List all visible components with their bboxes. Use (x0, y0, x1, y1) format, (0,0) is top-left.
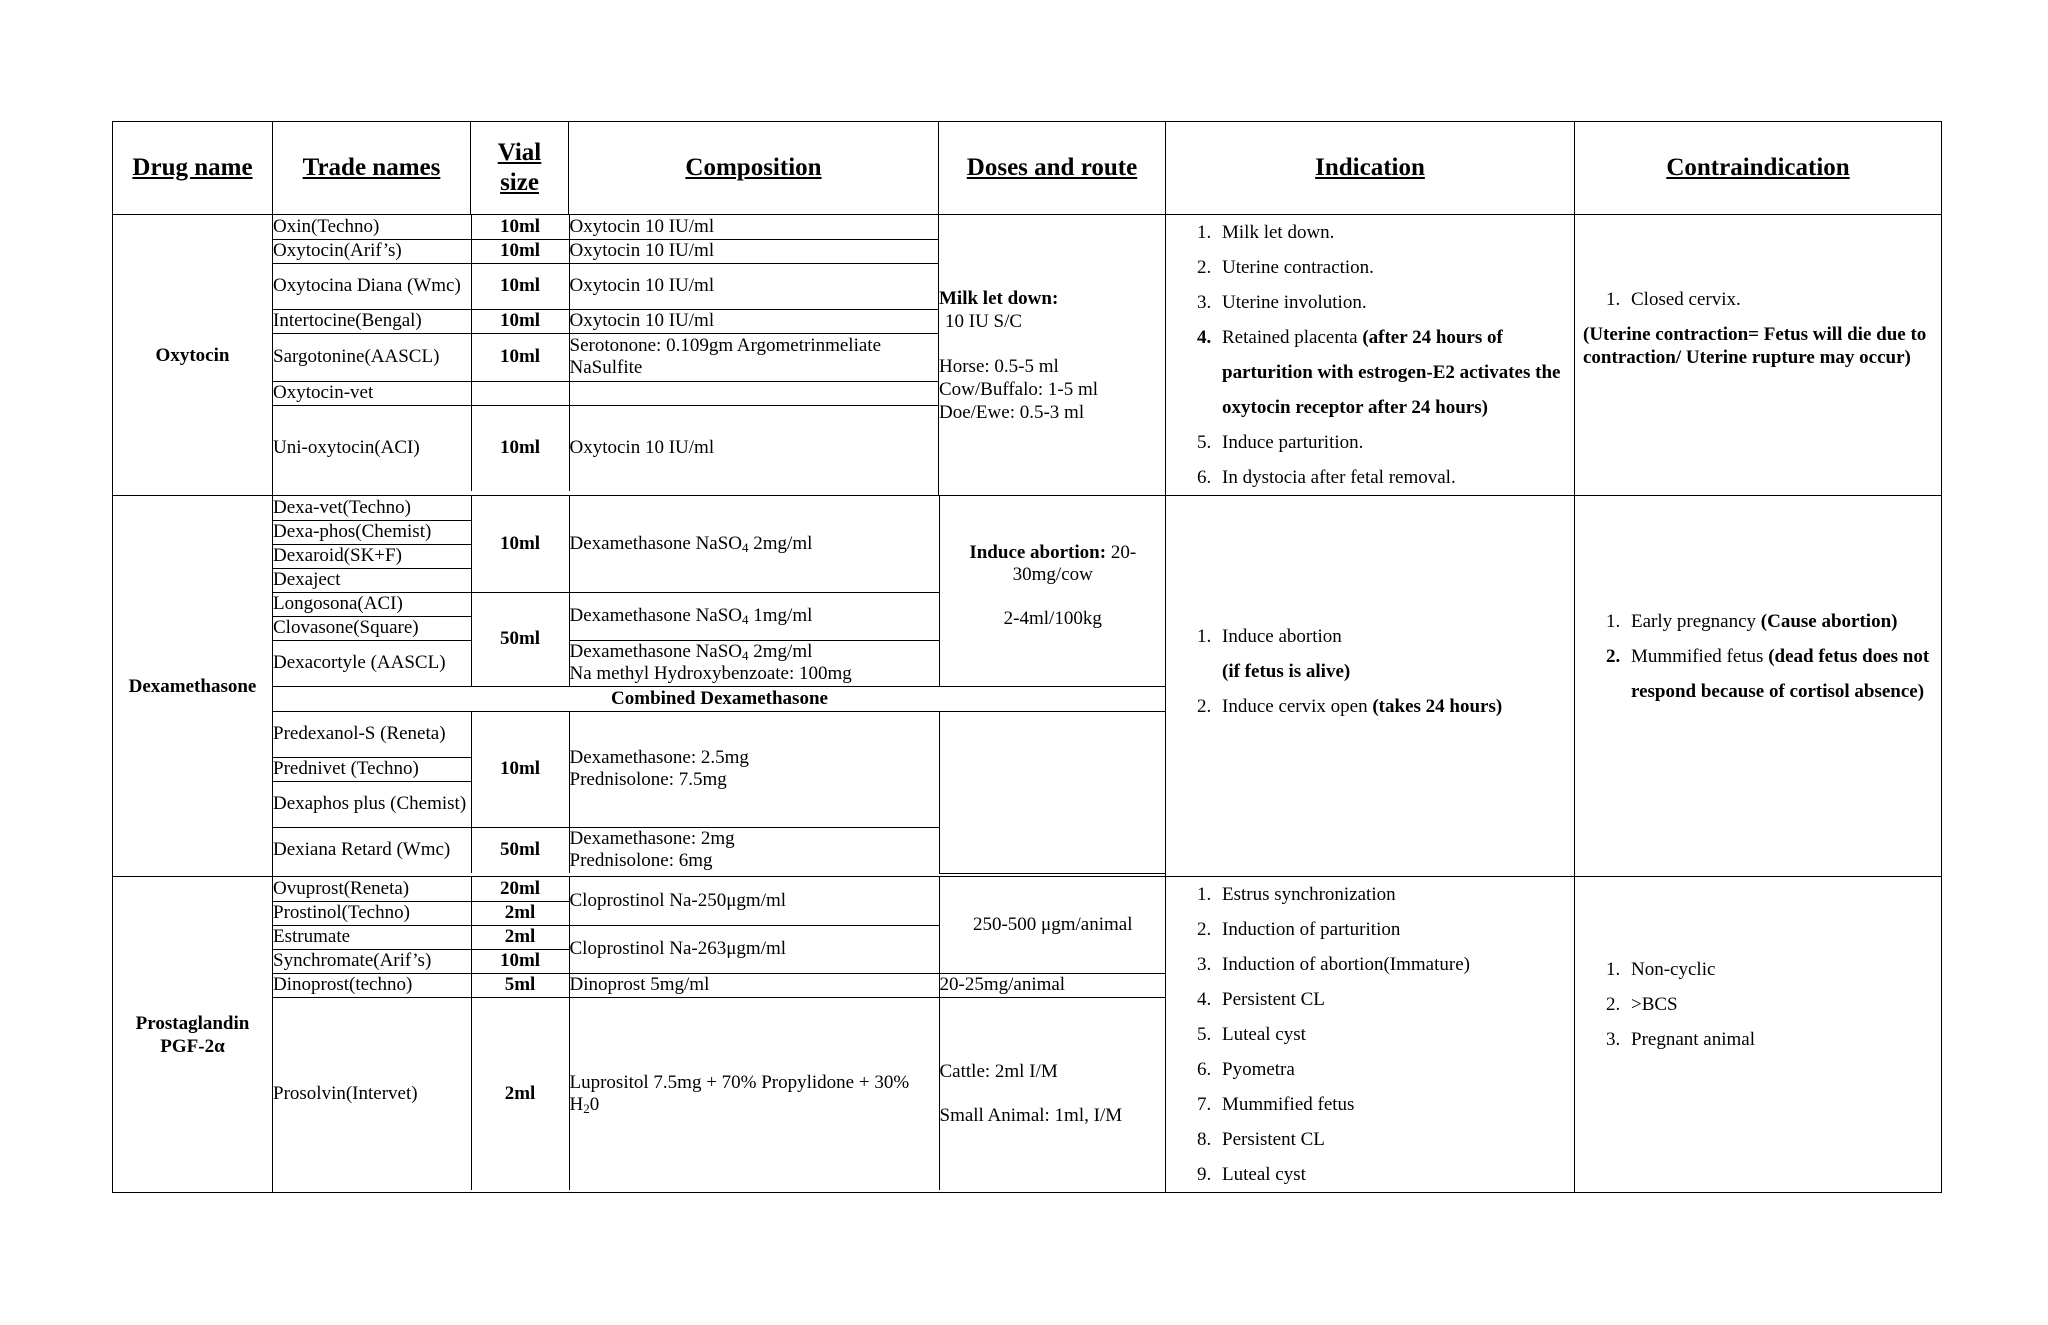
trade-name: Estrumate (273, 925, 471, 949)
vial-size (471, 381, 569, 405)
contraindication-list (1583, 282, 1931, 317)
trade-name: Dexiana Retard (Wmc) (273, 827, 471, 873)
table-row (273, 333, 939, 381)
drug-name-prostaglandin: Prostaglandin PGF-2α (113, 877, 273, 1193)
trade-name: Oxytocin-vet (273, 381, 471, 405)
oxytocin-doses (939, 215, 1166, 496)
dexamethasone-contraindications (1575, 496, 1942, 877)
trade-name: Dexa-phos(Chemist) (273, 520, 471, 544)
list-item: 3. Pregnant animal (1625, 1022, 1941, 1057)
vial-size: 50ml (471, 827, 569, 873)
composition: Dexamethasone: 2mg Prednisolone: 6mg (569, 827, 939, 873)
dose-horse: Horse: 0.5-5 ml (939, 355, 1059, 377)
list-item: 3. Uterine involution. (1216, 285, 1574, 320)
oxytocin-indications (1166, 215, 1575, 496)
table-row (273, 239, 939, 263)
vial-size: 10ml (471, 496, 569, 592)
trade-name: Prednivet (Techno) (273, 757, 471, 781)
trade-name: Intertocine(Bengal) (273, 309, 471, 333)
drug-name-oxytocin: Oxytocin (113, 215, 273, 496)
dose-cow: Cow/Buffalo: 1-5 ml (939, 378, 1099, 400)
list-item: 9. Luteal cyst (1216, 1157, 1574, 1192)
dose: Cattle: 2ml I/M Small Animal: 1ml, I/M (939, 997, 1166, 1190)
header-indication: Indication (1166, 122, 1575, 215)
trade-name: Ovuprost(Reneta) (273, 877, 471, 901)
dexamethasone-indications (1166, 496, 1575, 877)
trade-name: Dexaject (273, 568, 471, 592)
list-item: 2. >BCS (1625, 987, 1941, 1022)
table-row (273, 496, 1166, 520)
dexamethasone-row (113, 496, 1942, 877)
trade-name: Synchromate(Arif’s) (273, 949, 471, 973)
trade-name: Sargotonine(AASCL) (273, 333, 471, 381)
composition: Dexamethasone: 2.5mg Prednisolone: 7.5mg (569, 711, 939, 827)
list-item: 1. Estrus synchronization (1216, 877, 1574, 912)
list-item: 1. Early pregnancy (Cause abortion) (1625, 604, 1931, 639)
contraindication-list (1575, 604, 1941, 709)
composition: Dexamethasone NaSO$_4$ 1mg/ml (569, 592, 939, 640)
header-drug-name: Drug name (113, 122, 273, 215)
combined-row (273, 686, 1166, 711)
trade-name: Oxytocina Diana (Wmc) (273, 263, 471, 309)
combined-dexamethasone-label: Combined Dexamethasone (273, 686, 1166, 711)
list-item: 2. Uterine contraction. (1216, 250, 1574, 285)
composition: Oxytocin 10 IU/ml (569, 239, 939, 263)
vial-size: 10ml (471, 949, 569, 973)
composition: Cloprostinol Na-263μgm/ml (569, 925, 939, 973)
composition: Oxytocin 10 IU/ml (569, 263, 939, 309)
trade-name: Clovasone(Square) (273, 616, 471, 640)
list-item: 8. Persistent CL (1216, 1122, 1574, 1157)
list-item: 6. Pyometra (1216, 1052, 1574, 1087)
composition: Cloprostinol Na-250μgm/ml (569, 877, 939, 925)
dose-line: 2-4ml/100kg (1003, 607, 1102, 629)
trade-name: Oxin(Techno) (273, 215, 471, 239)
table-row (273, 405, 939, 491)
trade-name: Dexaphos plus (Chemist) (273, 781, 471, 827)
dexamethasone-products (273, 496, 1166, 874)
dose: 250-500 μgm/animal (939, 877, 1166, 973)
oxytocin-products (273, 215, 939, 491)
list-item: 1. Non-cyclic (1625, 952, 1941, 987)
composition: Dexamethasone NaSO$_4$ 2mg/ml (569, 496, 939, 592)
indication-list (1166, 619, 1574, 724)
dose: 20-25mg/animal (939, 973, 1166, 997)
composition: Luprositol 7.5mg + 70% Propylidone + 30% $H_20$ (569, 997, 939, 1190)
header-contraindication: Contraindication (1575, 122, 1942, 215)
vial-size: 10ml (471, 263, 569, 309)
trade-name: Dexacortyle (AASCL) (273, 640, 471, 686)
table-row (273, 973, 1166, 997)
trade-name: Predexanol-S (Reneta) (273, 711, 471, 757)
list-item: 1. Induce abortion (if fetus is alive) (1216, 619, 1574, 689)
vial-size: 10ml (471, 711, 569, 827)
table-row (273, 309, 939, 333)
table-row (273, 997, 1166, 1190)
composition: Dinoprost 5mg/ml (569, 973, 939, 997)
trade-name: Uni-oxytocin(ACI) (273, 405, 471, 491)
list-item: 5. Induce parturition. (1216, 425, 1574, 460)
drug-name-dexamethasone: Dexamethasone (113, 496, 273, 877)
composition: Oxytocin 10 IU/ml (569, 405, 939, 491)
trade-name: Dexaroid(SK+F) (273, 544, 471, 568)
header-row (113, 122, 1942, 215)
dose-title: Milk let down: (939, 287, 1059, 309)
oxytocin-row (113, 215, 1942, 496)
vial-size: 20ml (471, 877, 569, 901)
list-item: 3. Induction of abortion(Immature) (1216, 947, 1574, 982)
list-item: 2. Induce cervix open (takes 24 hours) (1216, 689, 1574, 724)
list-item: 1. Milk let down. (1216, 215, 1574, 250)
indication-list (1166, 877, 1574, 1192)
prostaglandin-products (273, 877, 1166, 1190)
list-item: 4. Persistent CL (1216, 982, 1574, 1017)
composition: Dexamethasone NaSO$_4$ 2mg/ml Na methyl Hydroxybenzoate: 100mg (569, 640, 939, 686)
trade-name: Oxytocin(Arif’s) (273, 239, 471, 263)
list-item: 2. Mummified fetus (dead fetus does not respond because of cortisol absence) (1625, 639, 1931, 709)
vial-size: 2ml (471, 925, 569, 949)
list-item: 4. Retained placenta (after 24 hours of parturition with estrogen-E2 activates the oxytocin receptor after 24 hours) (1216, 320, 1574, 425)
vial-size: 50ml (471, 592, 569, 686)
vial-size: 5ml (471, 973, 569, 997)
trade-name: Prostinol(Techno) (273, 901, 471, 925)
dexamethasone-doses: Induce abortion: 20-30mg/cow 2-4ml/100kg (939, 496, 1166, 686)
list-item: 7. Mummified fetus (1216, 1087, 1574, 1122)
list-item: 2. Induction of parturition (1216, 912, 1574, 947)
vial-size: 10ml (471, 405, 569, 491)
prostaglandin-row (113, 877, 1942, 1193)
composition: Oxytocin 10 IU/ml (569, 309, 939, 333)
table-row (273, 711, 1166, 757)
trade-name: Dinoprost(techno) (273, 973, 471, 997)
indication-list (1166, 215, 1574, 495)
table-row (273, 263, 939, 309)
dose-doe: Doe/Ewe: 0.5-3 ml (939, 401, 1085, 423)
trade-name: Longosona(ACI) (273, 592, 471, 616)
vial-size: 10ml (471, 215, 569, 239)
table-row (273, 381, 939, 405)
vial-size: 2ml (471, 901, 569, 925)
dose-line: 10 IU S/C (945, 310, 1023, 332)
list-item: 6. In dystocia after fetal removal. (1216, 460, 1574, 495)
contra-note: (Uterine contraction= Fetus will die due to contraction/ Uterine rupture may occur) (1583, 323, 1927, 368)
vial-size: 2ml (471, 997, 569, 1190)
vial-size: 10ml (471, 333, 569, 381)
trade-name: Prosolvin(Intervet) (273, 997, 471, 1190)
oxytocin-contraindications (1575, 215, 1942, 496)
prostaglandin-contraindications (1575, 877, 1942, 1193)
composition (569, 381, 939, 405)
list-item: 5. Luteal cyst (1216, 1017, 1574, 1052)
table-row (273, 215, 939, 239)
prostaglandin-indications (1166, 877, 1575, 1193)
header-composition: Composition (569, 122, 939, 215)
header-trade-names: Trade names (273, 122, 471, 215)
header-vial-size: Vial size (471, 122, 569, 215)
table-row (273, 877, 1166, 901)
composition: Oxytocin 10 IU/ml (569, 215, 939, 239)
vial-size: 10ml (471, 239, 569, 263)
trade-name: Dexa-vet(Techno) (273, 496, 471, 520)
header-doses-route: Doses and route (939, 122, 1166, 215)
vial-size: 10ml (471, 309, 569, 333)
list-item: 1. Closed cervix. (1625, 282, 1931, 317)
composition: Serotonone: 0.109gm Argometrinmeliate NaSulfite (569, 333, 939, 381)
contraindication-list (1575, 952, 1941, 1057)
drug-table (112, 121, 1942, 1193)
